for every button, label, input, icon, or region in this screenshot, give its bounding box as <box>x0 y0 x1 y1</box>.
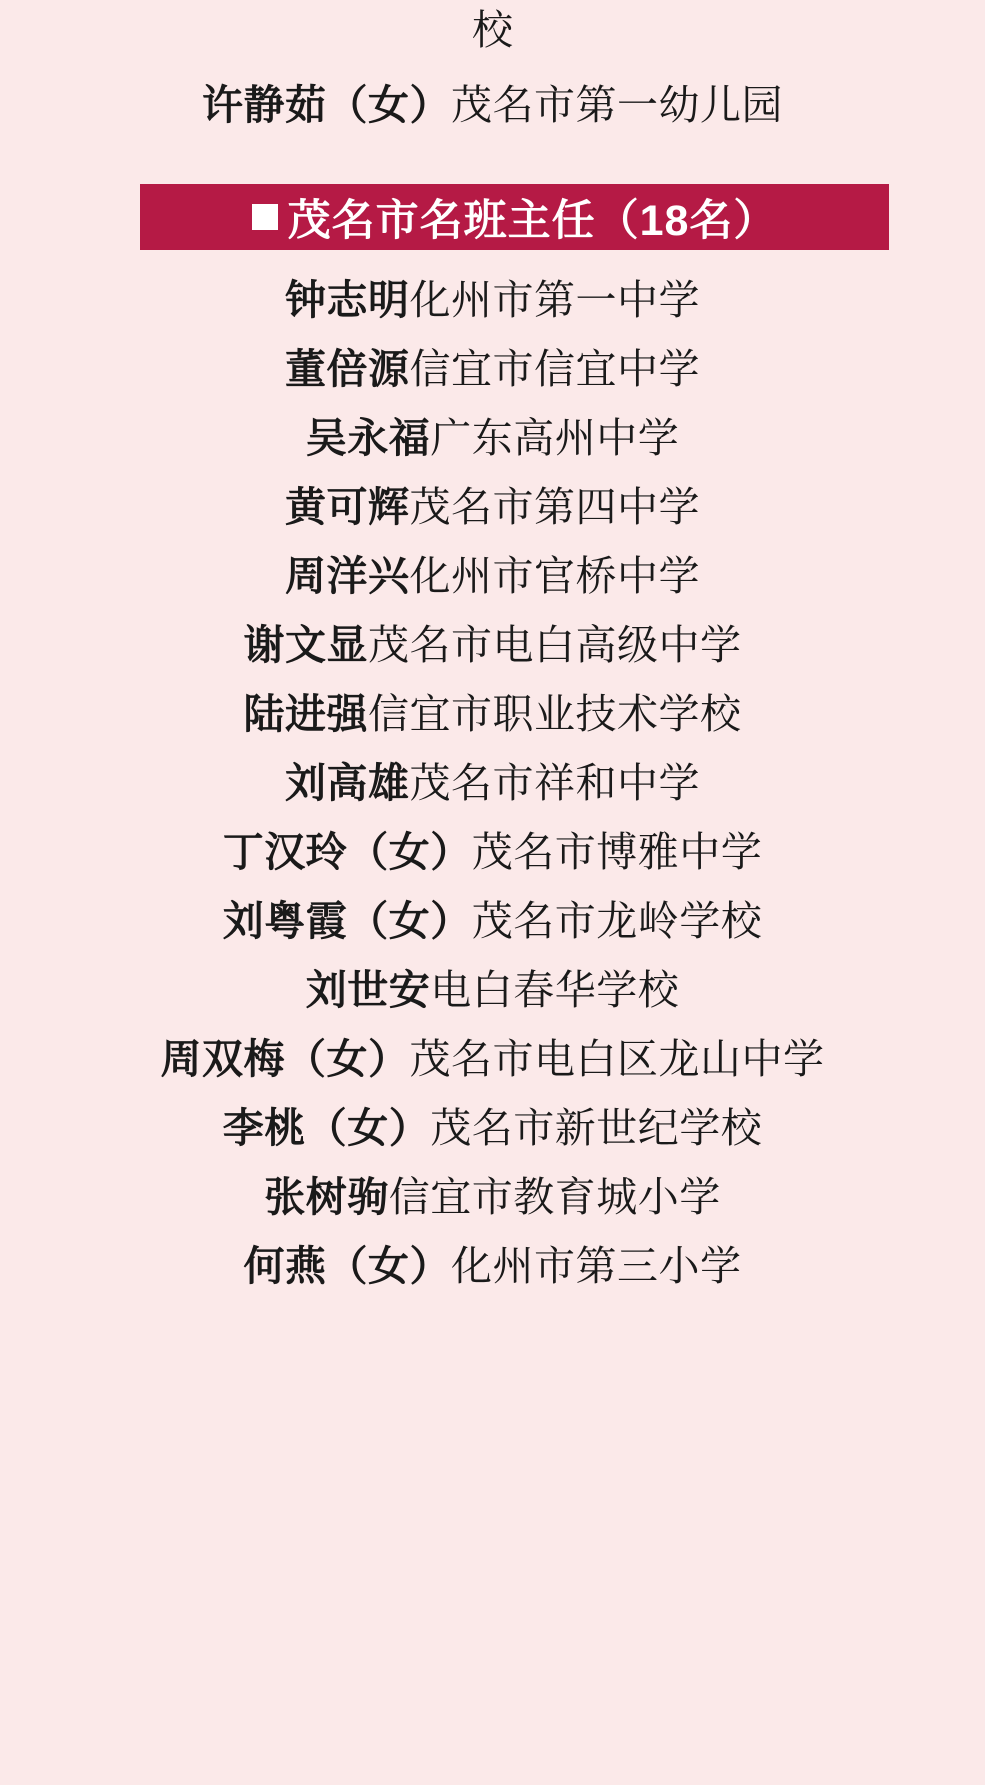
person-org: 茂名市第四中学 <box>409 484 700 530</box>
person-org: 茂名市电白高级中学 <box>368 622 742 668</box>
list-item <box>0 1243 985 1289</box>
person-org: 化州市官桥中学 <box>409 553 700 599</box>
person-name: 丁汉玲（女） <box>222 829 472 875</box>
section-header-banner <box>140 184 889 250</box>
person-org: 信宜市职业技术学校 <box>368 691 742 737</box>
person-name: 黄可辉 <box>285 484 410 530</box>
list-item <box>0 760 985 806</box>
white-square-icon <box>252 204 278 230</box>
list-item <box>0 622 985 668</box>
list-item <box>0 898 985 944</box>
person-org: 茂名市第一幼儿园 <box>451 82 783 128</box>
person-name: 刘粤霞（女） <box>222 898 472 944</box>
list-item <box>0 967 985 1013</box>
person-org: 化州市第三小学 <box>451 1243 742 1289</box>
person-org: 茂名市电白区龙山中学 <box>409 1036 825 1082</box>
person-org: 电白春华学校 <box>430 967 680 1013</box>
person-name: 周双梅（女） <box>160 1036 410 1082</box>
person-org: 广东高州中学 <box>430 415 680 461</box>
list-item <box>0 1174 985 1220</box>
person-org: 化州市第一中学 <box>409 277 700 323</box>
person-org: 茂名市龙岭学校 <box>471 898 763 944</box>
continuation-fragment: 校 <box>472 7 513 53</box>
person-org: 信宜市教育城小学 <box>388 1174 721 1220</box>
person-name: 钟志明 <box>285 277 410 323</box>
top-continuation-block <box>0 0 985 126</box>
person-name: 董倍源 <box>285 346 410 392</box>
person-name: 谢文显 <box>243 622 368 668</box>
list-item <box>0 1105 985 1151</box>
person-org: 茂名市新世纪学校 <box>430 1105 763 1151</box>
person-name: 吴永福 <box>305 415 431 461</box>
person-org: 茂名市博雅中学 <box>471 829 763 875</box>
person-name: 张树驹 <box>264 1174 389 1220</box>
list-item <box>0 553 985 599</box>
person-name: 陆进强 <box>243 691 368 737</box>
section-title: 茂名市名班主任（18名） <box>287 196 778 245</box>
list-item <box>0 1036 985 1082</box>
list-item <box>0 691 985 737</box>
person-name: 周洋兴 <box>285 553 410 599</box>
list-item <box>0 829 985 875</box>
list-item <box>0 415 985 461</box>
person-name: 刘高雄 <box>285 760 410 806</box>
name-list <box>0 277 985 1289</box>
person-name: 何燕（女） <box>243 1243 451 1289</box>
list-item <box>0 82 985 128</box>
person-name: 刘世安 <box>305 967 431 1013</box>
list-item <box>0 346 985 392</box>
section-title-wrap <box>252 187 778 248</box>
list-item <box>0 277 985 323</box>
person-name: 李桃（女） <box>222 1105 431 1151</box>
person-org: 茂名市祥和中学 <box>409 760 700 806</box>
person-org: 信宜市信宜中学 <box>409 346 700 392</box>
person-name: 许静茹（女） <box>202 82 451 128</box>
list-item <box>0 484 985 530</box>
